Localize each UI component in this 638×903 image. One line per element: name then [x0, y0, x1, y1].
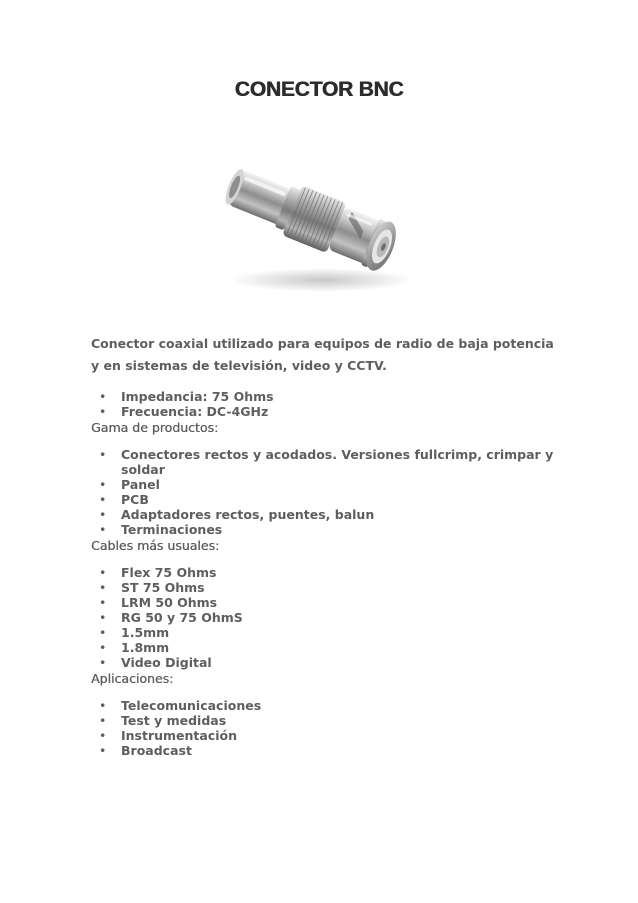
list-item: • Test y medidas: [121, 713, 561, 728]
section-label-aplicaciones: Aplicaciones:: [91, 671, 174, 686]
list-item: • Instrumentación: [121, 728, 561, 743]
document-title: CONECTOR BNC: [234, 78, 404, 101]
section-label-cables: Cables más usuales:: [91, 538, 220, 553]
cables-list: [91, 565, 561, 670]
list-item: • Broadcast: [121, 743, 561, 758]
aplicaciones-list: [91, 698, 561, 758]
list-item: • Panel: [121, 477, 561, 492]
list-item: • Conectores rectos y acodados. Versiones fullcrimp, crimpar y soldar: [121, 447, 561, 477]
bnc-connector-image: [212, 152, 424, 300]
section-label-gama: Gama de productos:: [91, 420, 219, 435]
list-item: • PCB: [121, 492, 561, 507]
list-item: • Flex 75 Ohms: [121, 565, 561, 580]
list-item: • 1.8mm: [121, 640, 561, 655]
list-item: • RG 50 y 75 OhmS: [121, 610, 561, 625]
list-item: • Telecomunicaciones: [121, 698, 561, 713]
list-item: • 1.5mm: [121, 625, 561, 640]
list-item: • LRM 50 Ohms: [121, 595, 561, 610]
list-item: • Video Digital: [121, 655, 561, 670]
list-item: • Frecuencia: DC-4GHz: [121, 404, 561, 419]
document-body: [91, 333, 561, 759]
list-item: • Adaptadores rectos, puentes, balun: [121, 507, 561, 522]
intro-paragraph: Conector coaxial utilizado para equipos de radio de baja potencia y en sistemas de televisión, video y CCTV.: [91, 336, 554, 373]
specs-list: [91, 389, 561, 419]
list-item: • ST 75 Ohms: [121, 580, 561, 595]
list-item: • Terminaciones: [121, 522, 561, 537]
gama-productos-list: [91, 447, 561, 537]
list-item: • Impedancia: 75 Ohms: [121, 389, 561, 404]
